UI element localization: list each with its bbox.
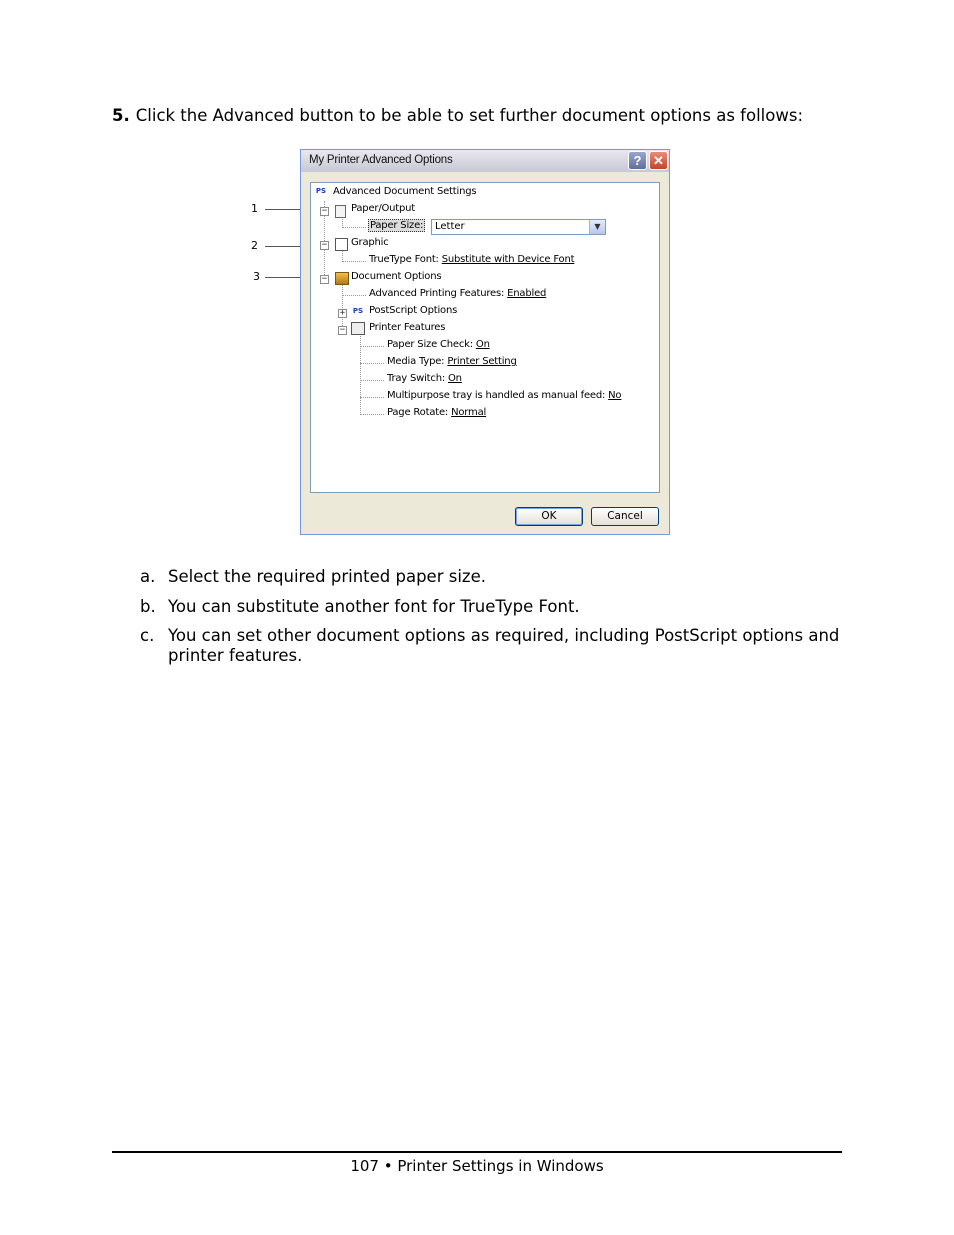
paper-size-select[interactable] — [431, 219, 606, 235]
tree-media-type[interactable] — [387, 356, 517, 367]
tree-tray-switch[interactable] — [387, 373, 462, 384]
tree-graphic[interactable]: Graphic — [351, 237, 389, 248]
truetype-value-link[interactable]: Substitute with Device Font — [441, 254, 575, 265]
tree-connector — [360, 380, 384, 381]
tree-paper-output[interactable]: Paper/Output — [351, 203, 416, 214]
postscript-printer-icon: PS — [315, 187, 327, 195]
tree-paper-size-check[interactable] — [387, 339, 490, 350]
tree-page-rotate[interactable] — [387, 407, 486, 418]
tree-connector — [360, 363, 384, 364]
media-type-value-link[interactable]: Printer Setting — [447, 356, 517, 367]
tree-truetype-font[interactable] — [369, 254, 574, 265]
media-type-label: Media Type: — [387, 356, 445, 367]
tree-connector — [342, 261, 366, 262]
tree-postscript-options[interactable]: PostScript Options — [369, 305, 458, 316]
document-options-icon — [335, 272, 349, 285]
printer-features-icon — [351, 322, 365, 335]
advanced-options-dialog — [300, 149, 670, 535]
callout-2: 2 — [251, 239, 258, 252]
settings-tree[interactable] — [310, 182, 660, 493]
page-rotate-label: Page Rotate: — [387, 407, 449, 418]
substep-text: You can set other document options as required, including PostScript options and printer features. — [168, 626, 840, 665]
tree-advanced-printing[interactable] — [369, 288, 546, 299]
cancel-button[interactable]: Cancel — [591, 507, 659, 526]
close-button[interactable]: ✕ — [649, 151, 668, 170]
tree-multipurpose-tray[interactable] — [387, 390, 621, 401]
page-footer: 107 • Printer Settings in Windows — [350, 1157, 604, 1175]
chevron-down-icon[interactable]: ▼ — [589, 220, 605, 234]
step-number: 5. — [112, 106, 130, 125]
tree-paper-size[interactable] — [368, 220, 425, 231]
step-5 — [112, 106, 803, 125]
expand-icon[interactable]: + — [339, 308, 346, 318]
footer-rule — [112, 1151, 842, 1153]
substep-letter: a. — [140, 567, 156, 586]
substep-text: Select the required printed paper size. — [168, 567, 486, 586]
postscript-options-icon: PS — [352, 307, 364, 315]
truetype-label: TrueType Font: — [369, 254, 439, 265]
page-rotate-value-link[interactable]: Normal — [451, 407, 487, 418]
graphic-icon — [335, 238, 348, 251]
paper-size-check-value-link[interactable]: On — [475, 339, 490, 350]
help-button[interactable]: ? — [628, 151, 647, 170]
collapse-icon[interactable]: − — [321, 240, 328, 250]
callout-3: 3 — [253, 270, 260, 283]
multipurpose-label: Multipurpose tray is handled as manual feed: — [387, 390, 606, 401]
tree-root[interactable]: Advanced Document Settings — [333, 186, 477, 197]
tree-connector — [342, 227, 366, 228]
paper-size-value: Letter — [435, 221, 465, 232]
multipurpose-value-link[interactable]: No — [608, 390, 622, 401]
collapse-icon[interactable]: − — [321, 206, 328, 216]
substep-letter: b. — [140, 597, 156, 616]
adv-printing-label: Advanced Printing Features: — [369, 288, 505, 299]
callout-line-1 — [265, 209, 305, 210]
tree-connector — [360, 414, 384, 415]
tree-connector — [360, 397, 384, 398]
adv-printing-value-link[interactable]: Enabled — [507, 288, 547, 299]
dialog-title: My Printer Advanced Options — [309, 154, 453, 166]
callout-line-2 — [265, 246, 305, 247]
substep-text: You can substitute another font for TrueType Font. — [168, 597, 580, 616]
substep-letter: c. — [140, 626, 155, 645]
tree-connector — [360, 346, 384, 347]
ok-button[interactable]: OK — [515, 507, 583, 526]
paper-size-label: Paper Size: — [370, 220, 424, 231]
paper-icon — [335, 205, 346, 218]
collapse-icon[interactable]: − — [321, 274, 328, 284]
tray-switch-value-link[interactable]: On — [448, 373, 462, 384]
tray-switch-label: Tray Switch: — [387, 373, 446, 384]
callout-line-3 — [265, 277, 305, 278]
dialog-titlebar[interactable] — [301, 150, 669, 172]
step-text: Click the Advanced button to be able to set further document options as follows: — [135, 106, 804, 125]
paper-size-check-label: Paper Size Check: — [387, 339, 473, 350]
tree-connector — [342, 295, 366, 296]
callout-1: 1 — [251, 202, 258, 215]
tree-printer-features[interactable]: Printer Features — [369, 322, 446, 333]
collapse-icon[interactable]: − — [339, 325, 346, 335]
tree-document-options[interactable]: Document Options — [351, 271, 442, 282]
